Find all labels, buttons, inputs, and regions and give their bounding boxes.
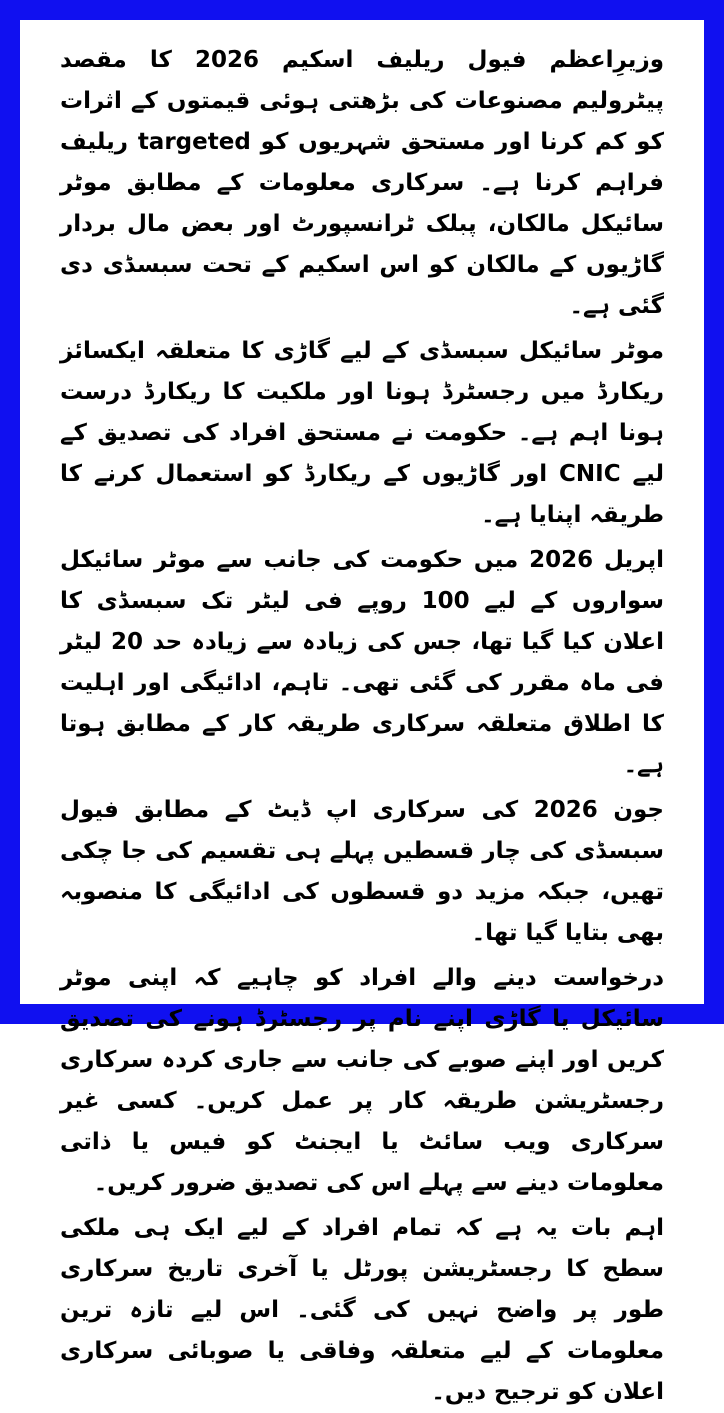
- paragraph-june-update: جون 2026 کی سرکاری اپ ڈیٹ کے مطابق فیول سبسڈی کی چار قسطیں پہلے ہی تقسیم کی جا چکی تھیں، جبکہ مزید دو قسطوں کی ادائیگی کا منصوبہ بھی بتایا گیا تھا۔: [60, 797, 664, 946]
- paragraph-applicant-guidance: درخواست دینے والے افراد کو چاہیے کہ اپنی موٹر سائیکل یا گاڑی اپنے نام پر رجسٹرڈ ہونے کی تصدیق کریں اور اپنے صوبے کی جانب سے جاری کردہ سرکاری رجسٹریشن طریقہ کار پر عمل کریں۔ کسی غیر سرکاری ویب سائٹ یا ایجنٹ کو فیس یا ذاتی معلومات دینے سے پہلے اس کی تصدیق ضرور کریں۔: [60, 965, 664, 1196]
- paragraph-eligibility-records: موٹر سائیکل سبسڈی کے لیے گاڑی کا متعلقہ ایکسائز ریکارڈ میں رجسٹرڈ ہونا اور ملکیت کا ریکارڈ درست ہونا اہم ہے۔ حکومت نے مستحق افراد کی تصدیق کے لیے CNIC اور گاڑیوں کے ریکارڈ کو استعمال کرنے کا طریقہ اپنایا ہے۔: [60, 338, 664, 528]
- paragraph-april-subsidy: اپریل 2026 میں حکومت کی جانب سے موٹر سائیکل سواروں کے لیے 100 روپے فی لیٹر تک سبسڈی کا اعلان کیا گیا تھا، جس کی زیادہ سے زیادہ حد 20 لیٹر فی ماہ مقرر کی گئی تھی۔ تاہم، ادائیگی اور اہلیت کا اطلاق متعلقہ سرکاری طریقہ کار کے مطابق ہوتا ہے۔: [60, 547, 664, 778]
- paragraph-important-note: اہم بات یہ ہے کہ تمام افراد کے لیے ایک ہی ملکی سطح کا رجسٹریشن پورٹل یا آخری تاریخ سرکاری طور پر واضح نہیں کی گئی۔ اس لیے تازہ ترین معلومات کے لیے متعلقہ وفاقی یا صوبائی سرکاری اعلان کو ترجیح دیں۔: [60, 1215, 664, 1405]
- paragraph-scheme-overview: وزیرِاعظم فیول ریلیف اسکیم 2026 کا مقصد پیٹرولیم مصنوعات کی بڑھتی ہوئی قیمتوں کے اثرات کو کم کرنا اور مستحق شہریوں کو targeted ریلیف فراہم کرنا ہے۔ سرکاری معلومات کے مطابق موٹر سائیکل مالکان، پبلک ٹرانسپورٹ اور بعض مال بردار گاڑیوں کے مالکان کو اس اسکیم کے تحت سبسڈی دی گئی ہے۔: [60, 47, 664, 319]
- article-body: [60, 40, 664, 1405]
